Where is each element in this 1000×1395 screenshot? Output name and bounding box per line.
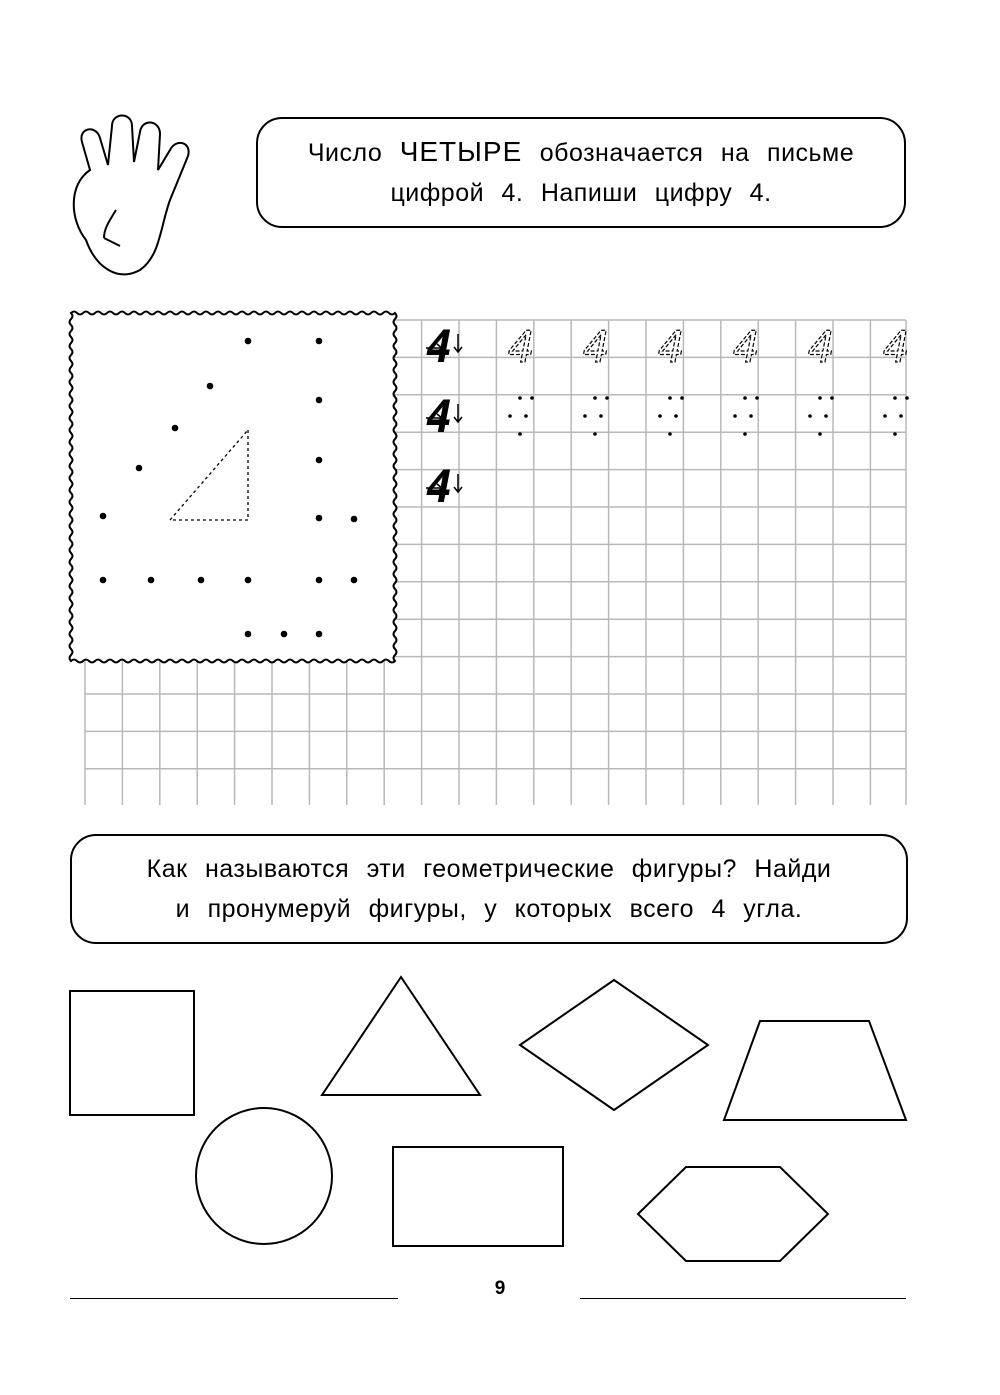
connect-dot[interactable] (351, 577, 358, 584)
connect-dot[interactable] (172, 425, 179, 432)
guide-dot (605, 396, 609, 400)
connect-dot[interactable] (316, 631, 323, 638)
guide-dot (593, 432, 597, 436)
sample-digit: 4 (426, 322, 453, 373)
connect-dot[interactable] (316, 457, 323, 464)
shape-rectangle[interactable] (393, 1147, 563, 1246)
connect-dot[interactable] (198, 577, 205, 584)
shape-hexagon[interactable] (638, 1167, 828, 1261)
guide-dot (733, 414, 737, 418)
task-1-word-four: ЧЕТЫРЕ (399, 136, 523, 167)
guide-dot (518, 432, 522, 436)
task-2-instruction-box (70, 834, 908, 944)
shape-rhombus[interactable] (520, 980, 708, 1110)
connect-dot[interactable] (316, 577, 323, 584)
task-1-word-number: Число (307, 139, 383, 167)
guide-dot (743, 396, 747, 400)
guide-dot (524, 414, 528, 418)
connect-dot[interactable] (245, 338, 252, 345)
trace-digit[interactable]: 4 (583, 322, 610, 373)
task-1-line-2: цифрой 4. Напиши цифру 4. (390, 179, 772, 207)
connect-dot[interactable] (316, 397, 323, 404)
stroke-arrow-icon (454, 474, 462, 492)
guide-dot (599, 414, 603, 418)
guide-dot (755, 396, 759, 400)
guide-dot (674, 414, 678, 418)
connect-dot[interactable] (136, 465, 143, 472)
guide-dot (658, 414, 662, 418)
shape-square[interactable] (70, 991, 194, 1115)
shape-circle[interactable] (196, 1108, 332, 1244)
guide-dot (680, 396, 684, 400)
guide-dot (883, 414, 887, 418)
trace-digit[interactable]: 4 (508, 322, 535, 373)
guide-dot (668, 396, 672, 400)
sample-digit: 4 (426, 392, 453, 443)
trace-digit[interactable]: 4 (808, 322, 835, 373)
wavy-border (70, 312, 397, 663)
dot-to-dot-frame (70, 312, 397, 663)
guide-dot (808, 414, 812, 418)
guide-dot (899, 414, 903, 418)
guide-dot (743, 432, 747, 436)
connect-dot[interactable] (207, 383, 214, 390)
shape-trapezoid[interactable] (724, 1021, 906, 1120)
guide-dot (893, 396, 897, 400)
connect-dot[interactable] (100, 513, 107, 520)
guide-dot (530, 396, 534, 400)
guide-dot (593, 396, 597, 400)
connect-dot[interactable] (245, 577, 252, 584)
page-number: 9 (494, 1278, 506, 1299)
guide-dot (518, 396, 522, 400)
trace-digit[interactable]: 4 (883, 322, 910, 373)
connect-dot[interactable] (316, 338, 323, 345)
connect-dot[interactable] (351, 516, 358, 523)
guide-dot (893, 432, 897, 436)
guide-dot (824, 414, 828, 418)
guide-dot (668, 432, 672, 436)
trace-digit[interactable]: 4 (658, 322, 685, 373)
guide-dot (818, 396, 822, 400)
connect-dot[interactable] (148, 577, 155, 584)
stroke-arrow-icon (454, 334, 462, 352)
connect-dot[interactable] (316, 515, 323, 522)
task-2-line-2: и пронумеруй фигуры, у которых всего 4 угла. (175, 895, 803, 923)
connect-dot[interactable] (281, 631, 288, 638)
task-2-line-1: Как называются эти геометрические фигуры? Найди (146, 855, 832, 883)
guide-dot (830, 396, 834, 400)
guide-dot (749, 414, 753, 418)
task-1-rest: обозначается на письме (539, 139, 855, 167)
guide-dot (818, 432, 822, 436)
stroke-arrow-icon (454, 404, 462, 422)
trace-digit[interactable]: 4 (733, 322, 760, 373)
copybook-digits (426, 322, 910, 513)
connect-dot[interactable] (100, 577, 107, 584)
guide-dot (583, 414, 587, 418)
sample-digit: 4 (426, 462, 453, 513)
connect-dot[interactable] (245, 631, 252, 638)
guide-dot (905, 396, 909, 400)
shape-triangle[interactable] (322, 977, 480, 1095)
guide-dot (508, 414, 512, 418)
footer-rule-right (580, 1298, 906, 1299)
